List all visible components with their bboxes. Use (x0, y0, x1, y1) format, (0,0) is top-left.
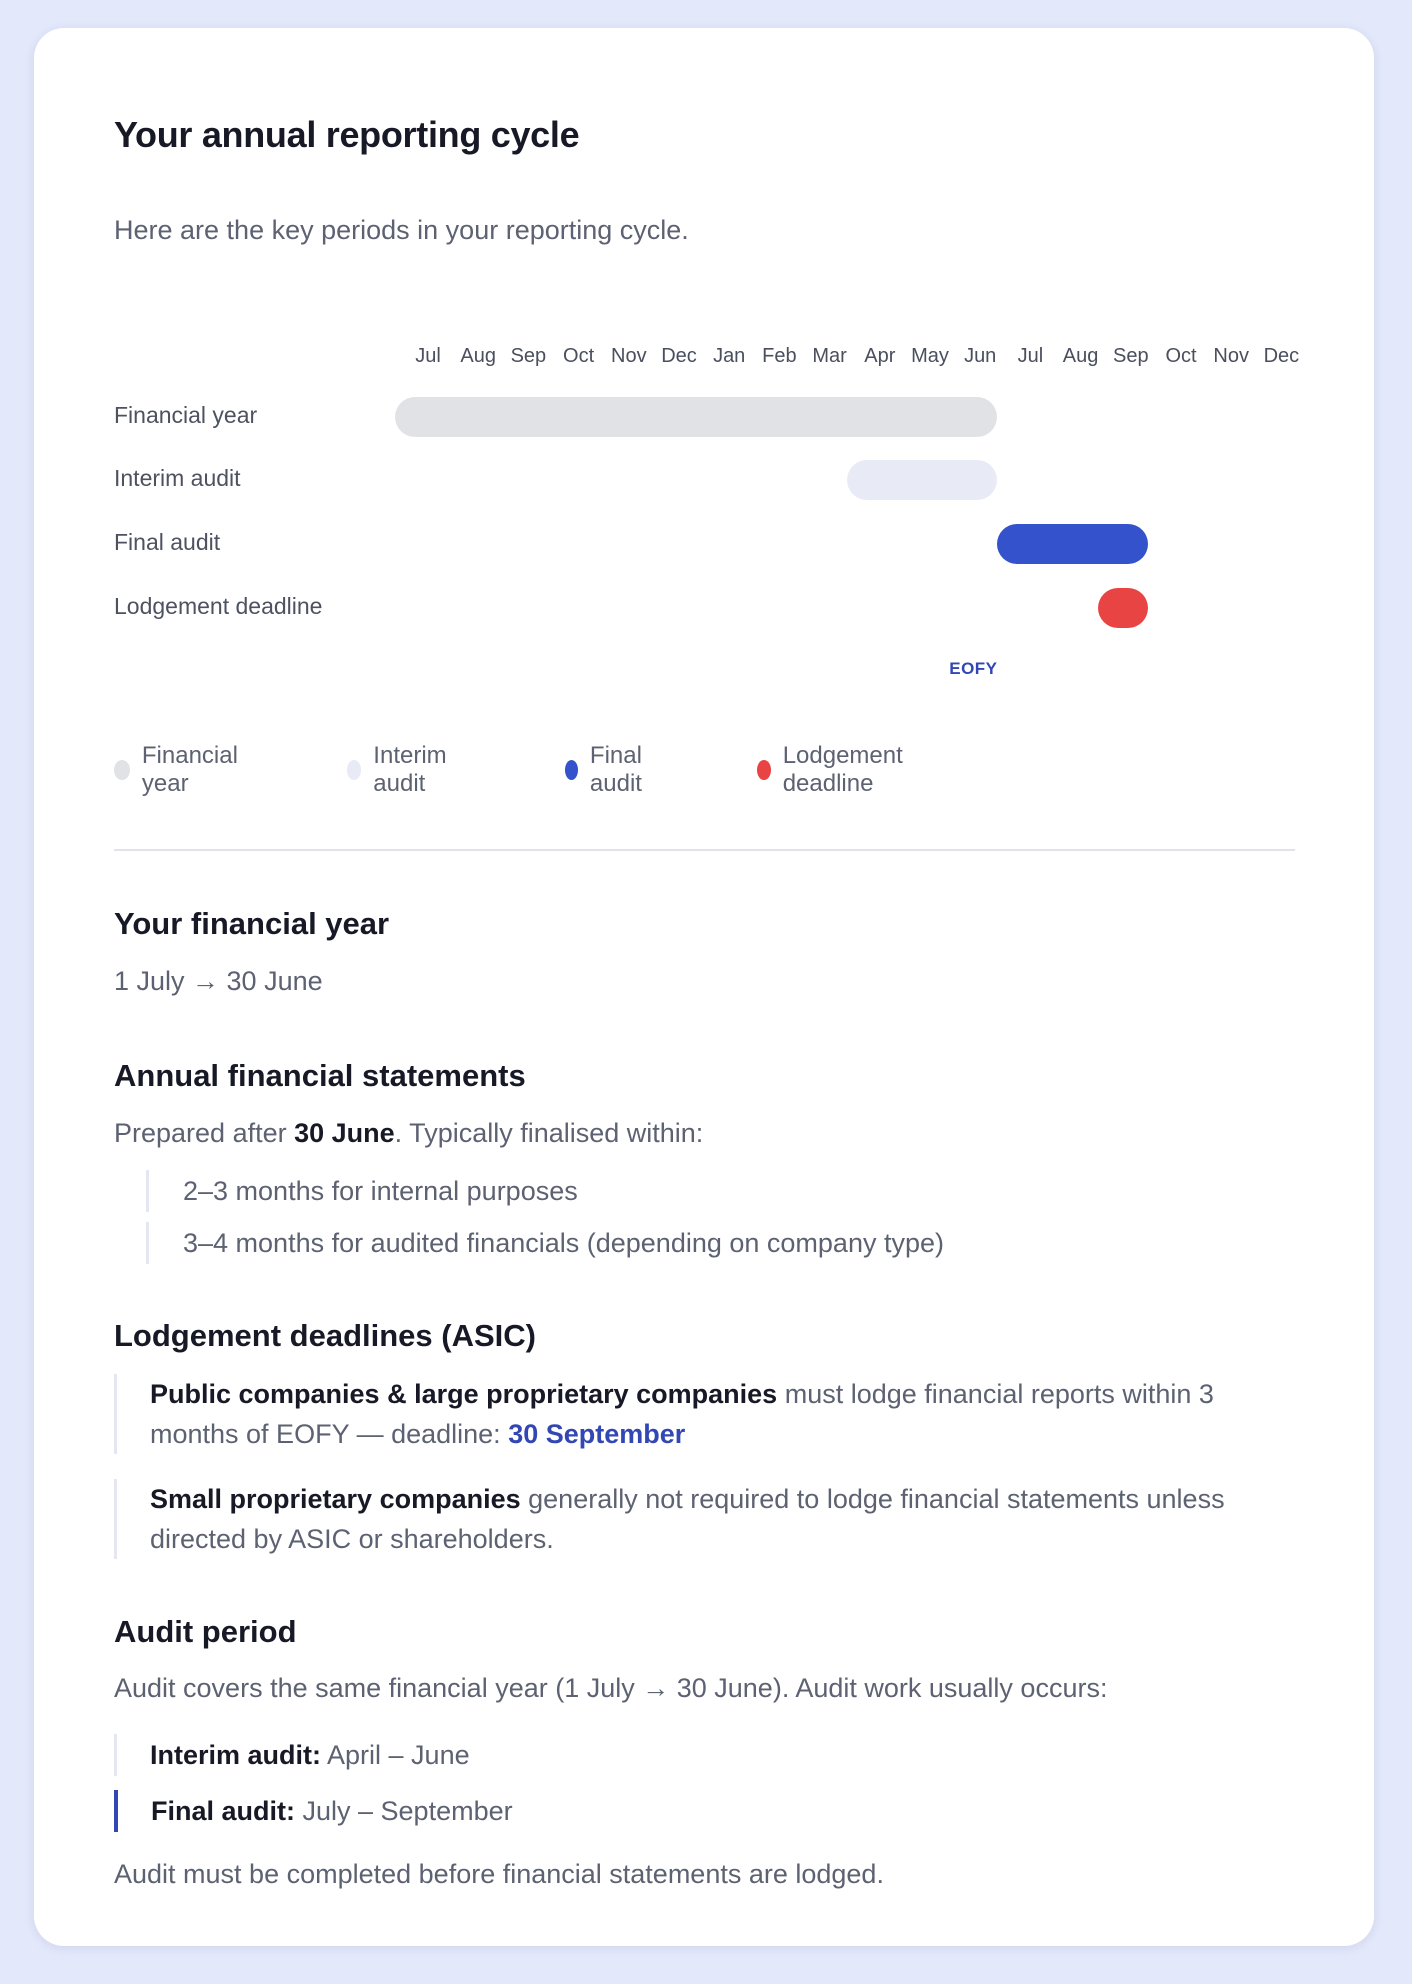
timeline-row-label: Lodgement deadline (114, 593, 323, 619)
legend-dot-icon (757, 760, 771, 780)
timeline-row-label: Financial year (114, 402, 258, 428)
timeline-month-label: Sep (510, 345, 547, 367)
legend-dot-icon (347, 760, 361, 780)
timeline-month-label: Jul (415, 345, 441, 367)
legend-label: Lodgement deadline (782, 742, 903, 797)
reporting-timeline (114, 333, 1300, 683)
legend-dot-icon (565, 760, 578, 780)
statements-suffix: . Typically finalised within: (394, 1118, 704, 1148)
statements-date: 30 June (294, 1118, 395, 1148)
audit-interim-value: April – June (321, 1740, 470, 1770)
timeline-month-label: Nov (611, 345, 647, 367)
timeline-month-label: Dec (1263, 345, 1300, 367)
timeline-month-label: Aug (1062, 345, 1099, 367)
timeline-month-label: Jul (1017, 345, 1044, 367)
financial-year-heading: Your financial year (114, 906, 390, 941)
audit-final-item (114, 1790, 1295, 1832)
legend-label: Financial year (141, 742, 238, 797)
statements-heading: Annual financial statements (114, 1058, 526, 1093)
audit-interim-item (114, 1734, 1295, 1776)
lodgement-small-label: Small proprietary companies (150, 1484, 521, 1514)
lodgement-small-text: generally not required to lodge financial statements unless directed by ASIC or shareholders. (150, 1484, 1225, 1554)
audit-note: Audit must be completed before financial statements are lodged. (114, 1859, 884, 1889)
timeline-month-label: Jan (713, 345, 746, 367)
lodgement-public-deadline: 30 September (508, 1419, 686, 1449)
timeline-month-label: Sep (1113, 345, 1149, 367)
legend-dot-icon (114, 760, 130, 780)
legend-label: Interim audit (373, 742, 447, 797)
timeline-month-label: Nov (1213, 345, 1249, 367)
timeline-month-label: Aug (460, 345, 496, 367)
timeline-month-label: Oct (1165, 345, 1197, 367)
timeline-row-label: Final audit (114, 529, 221, 555)
lodgement-small-companies (114, 1479, 1295, 1559)
section-divider (114, 849, 1295, 851)
eofy-marker: EOFY (949, 659, 998, 678)
timeline-bar-final-audit (997, 524, 1148, 564)
page-title: Your annual reporting cycle (114, 114, 580, 155)
lodgement-public-label: Public companies & large proprietary companies (150, 1379, 778, 1409)
timeline-bar-financial-year (395, 397, 997, 437)
lodgement-heading: Lodgement deadlines (ASIC) (114, 1318, 536, 1353)
statements-text (114, 1118, 1295, 1149)
intro-text: Here are the key periods in your reporting cycle. (114, 215, 689, 245)
timeline-month-label: Mar (812, 345, 847, 367)
statements-item-internal: 2–3 months for internal purposes (146, 1170, 578, 1212)
legend-item (757, 742, 912, 797)
timeline-month-label: Jun (964, 345, 997, 367)
audit-final-value: July – September (295, 1796, 513, 1826)
lodgement-public-text: must lodge financial reports within 3 months of EOFY — deadline: (150, 1379, 1214, 1449)
timeline-month-label: Dec (661, 345, 697, 367)
statements-item-audited: 3–4 months for audited financials (depending on company type) (146, 1222, 944, 1264)
timeline-row-label: Interim audit (114, 465, 241, 491)
legend-label: Final audit (589, 742, 642, 797)
timeline-month-label: Oct (563, 345, 595, 367)
timeline-month-label: Feb (762, 345, 797, 367)
timeline-bar-interim-audit (847, 460, 998, 500)
audit-intro: Audit covers the same financial year (1 July → 30 June). Audit work usually occurs: (114, 1673, 1108, 1703)
audit-final-label: Final audit: (151, 1796, 295, 1826)
timeline-month-label: Apr (864, 345, 896, 367)
audit-heading: Audit period (114, 1614, 297, 1649)
legend-item (565, 742, 652, 797)
lodgement-public-companies (114, 1374, 1295, 1454)
legend-item (347, 742, 455, 797)
timeline-bar-lodgement-deadline (1098, 588, 1148, 628)
reporting-cycle-card (34, 28, 1374, 1946)
audit-interim-label: Interim audit: (150, 1740, 322, 1770)
statements-prefix: Prepared after (114, 1118, 295, 1148)
financial-year-range: 1 July → 30 June (114, 966, 323, 996)
timeline-month-label: May (911, 345, 949, 367)
legend-item (114, 742, 245, 797)
